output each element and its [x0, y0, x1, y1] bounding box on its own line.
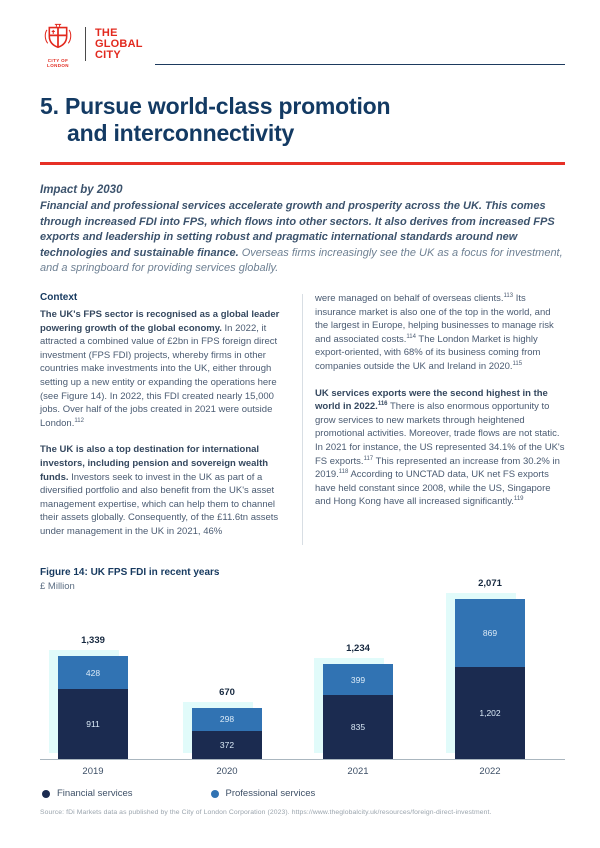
- segment-value-label: 911: [86, 719, 100, 730]
- right-column-paragraphs: [315, 292, 565, 509]
- text-run: In 2022, it attracted a combined value of £2bn in FPS foreign direct investment (FPS FDI) projects, whereby firms in other countries make investments into the UK, either through setting up a new entity or expanding the operations here (see Figure 14). In 2022, this FDI created nearly 15,000 jobs. Over half of the jobs created in 2021 were outside London.: [40, 322, 278, 429]
- segment-value-label: 428: [85, 667, 101, 678]
- bar-stack: [192, 708, 262, 760]
- left-column: [40, 292, 290, 552]
- footnote-reference: 114: [406, 333, 416, 340]
- bar-group-2020: [192, 686, 262, 778]
- text-run: There is also enormous opportunity to grow services to new markets through heightened promotional activities. Moreover, trade flows are not static. In 2021 for instance, the US represented 34.1% of the UK's FS exports.: [315, 401, 565, 467]
- bar-total-label: 1,339: [81, 634, 105, 646]
- bar-stack: [455, 599, 525, 759]
- x-axis-tick-label: 2021: [347, 766, 369, 778]
- segment-value-label: 372: [219, 740, 235, 751]
- figure-unit-label: £ Million: [40, 581, 75, 593]
- bar-segment-financial-services: [455, 667, 525, 760]
- bar-segment-professional-services: [323, 664, 393, 695]
- segment-value-label: 869: [482, 628, 498, 639]
- x-axis-tick-label: 2019: [82, 766, 104, 778]
- right-column: [315, 292, 565, 552]
- legend-dot-icon: [211, 790, 219, 798]
- figure-title: Figure 14: UK FPS FDI in recent years: [40, 567, 220, 579]
- legend-label: Financial services: [57, 788, 133, 800]
- paragraph: [315, 292, 565, 374]
- text-run: According to UNCTAD data, UK net FS exports have held constant since 2008, while the US, Singapore and Hong Kong have all increased significantly.: [315, 469, 551, 508]
- source-note: Source: fDi Markets data as published by the City of London Corporation (2023). https://www.theglobalcity.uk/resources/foreign-direct-investment.: [40, 809, 492, 817]
- x-axis-line: [40, 759, 565, 760]
- text-run: were managed on behalf of overseas clients.: [315, 292, 504, 304]
- text-run: Financial and professional services accelerate growth and prosperity across the UK. This comes through increased FDI into FPS, which flows into other sectors. It also derives from increased FPS exports and leadership in setting robust and pragmatic international standards around new technologies and sustainable finance.: [40, 200, 555, 259]
- segment-value-label: 835: [350, 722, 366, 733]
- text-run: Investors seek to invest in the UK as part of a diversified portfolio and also benefit from the UK's asset management expertise, which can help them to channel their assets globally. Consequently, of the £11.6tn assets under management in the UK in 2021, 46%: [40, 471, 279, 537]
- city-of-london-crest-icon: [42, 22, 74, 52]
- text-run: The UK is also a top destination for international investors, including pension and sovereign wealth funds.: [40, 444, 269, 483]
- context-heading: Context: [40, 291, 78, 303]
- footnote-reference: 112: [74, 417, 84, 424]
- chart-legend: [40, 788, 565, 799]
- paragraph: [40, 308, 290, 430]
- legend-label: Professional services: [225, 788, 316, 800]
- bar-total-label: 1,234: [346, 643, 370, 655]
- bar-segment-financial-services: [192, 731, 262, 760]
- figure-14: [40, 567, 565, 816]
- text-run: UK services exports were the second highest in the world in 2022.: [315, 387, 548, 413]
- bar-segment-professional-services: [192, 708, 262, 731]
- paragraph: [315, 387, 565, 509]
- body-columns: [40, 292, 565, 552]
- bar-segment-financial-services: [323, 695, 393, 760]
- wordmark-line: GLOBAL: [95, 38, 143, 50]
- text-run: Overseas firms increasingly see the UK as a focus for investment, and a springboard for providing services globally.: [40, 246, 563, 275]
- text-run: Its insurance market is also one of the top in the world, and the largest in Europe, helping businesses to manage risk and associated costs.: [315, 292, 554, 345]
- bar-stack: [58, 656, 128, 759]
- bar-segment-professional-services: [455, 599, 525, 666]
- text-run: The London Market is highly export-oriented, with 68% of its business coming from companies outside the UK and Ireland in 2020.: [315, 333, 541, 372]
- legend-item: [211, 788, 316, 799]
- impact-paragraph: [40, 199, 565, 277]
- wordmark-line: THE: [95, 27, 118, 39]
- segment-value-label: 298: [219, 714, 235, 725]
- crest-caption: CITY OF LONDON: [47, 58, 69, 68]
- bar-group-2019: [58, 634, 128, 778]
- page-header: [40, 0, 565, 68]
- x-axis-tick-label: 2020: [216, 766, 238, 778]
- bar-total-label: 2,071: [478, 578, 502, 590]
- column-divider: [302, 294, 303, 546]
- impact-section: [40, 184, 565, 277]
- bar-stack: [323, 664, 393, 759]
- page-title-line2: and interconnectivity: [67, 120, 295, 146]
- bar-segment-professional-services: [58, 656, 128, 689]
- bar-group-2021: [323, 643, 393, 778]
- text-run: The UK's FPS sector is recognised as a global leader powering growth of the global economy.: [40, 308, 280, 334]
- footnote-reference: 119: [513, 496, 524, 503]
- text-run: This represented an increase from 30.2% in 2019.: [315, 455, 560, 481]
- footnote-reference: 113: [503, 292, 514, 299]
- the-global-city-wordmark: [95, 28, 143, 62]
- city-of-london-crest: [40, 22, 76, 68]
- footnote-reference: 116: [377, 400, 388, 407]
- x-axis-tick-label: 2022: [479, 766, 501, 778]
- red-divider-rule: [40, 162, 565, 165]
- paragraph: [40, 443, 290, 538]
- bar-segment-financial-services: [58, 689, 128, 759]
- bar-group-2022: [455, 578, 525, 778]
- segment-value-label: 399: [350, 674, 366, 685]
- city-of-london-logo: [40, 22, 143, 68]
- footnote-reference: 115: [512, 360, 523, 367]
- wordmark-line: CITY: [95, 49, 121, 61]
- legend-dot-icon: [42, 790, 50, 798]
- page-title: [40, 93, 565, 147]
- left-column-paragraphs: [40, 308, 290, 539]
- header-rule: [155, 64, 565, 66]
- legend-item: [42, 788, 133, 799]
- logo-divider: [85, 27, 86, 61]
- footnote-reference: 117: [363, 455, 374, 462]
- bar-total-label: 670: [219, 686, 235, 698]
- footnote-reference: 118: [338, 468, 349, 475]
- page-title-line1: 5. Pursue world-class promotion: [40, 93, 391, 119]
- segment-value-label: 1,202: [479, 708, 501, 719]
- impact-title: Impact by 2030: [40, 184, 123, 196]
